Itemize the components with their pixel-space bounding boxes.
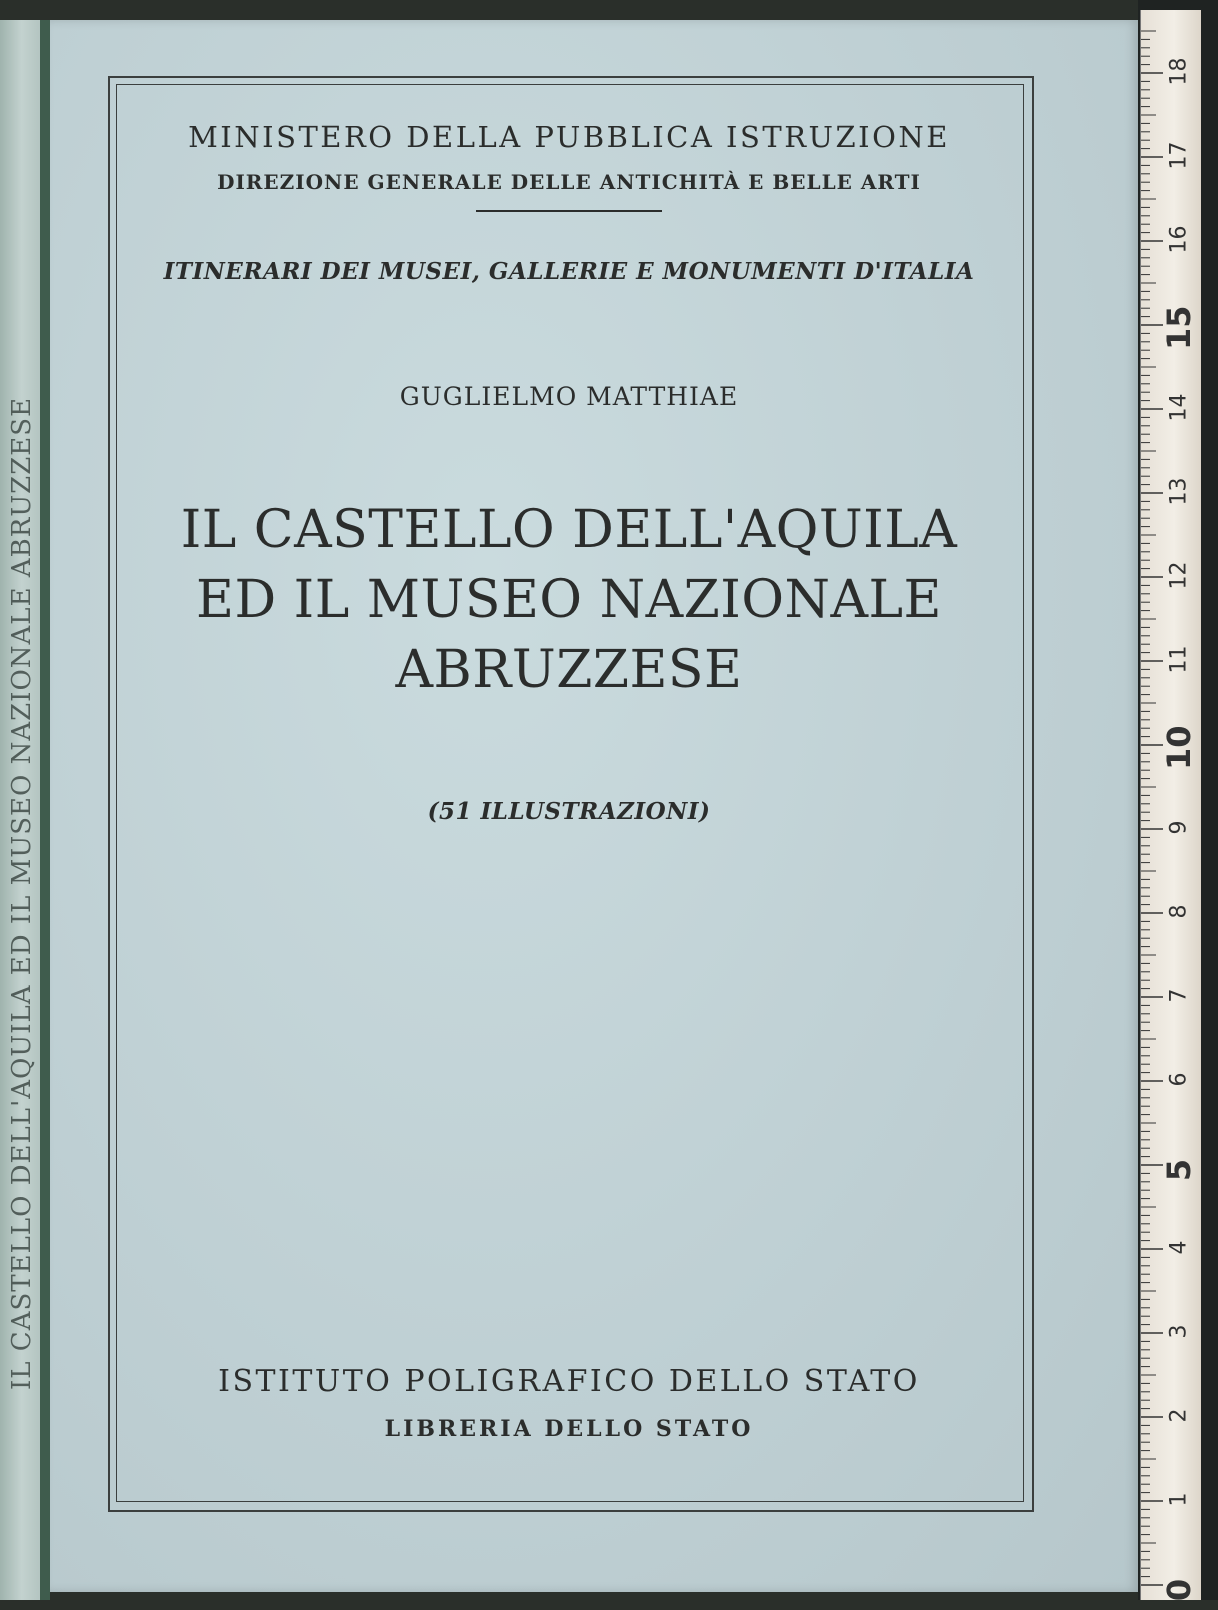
divider-rule (476, 210, 662, 212)
ruler-number: 4 (1166, 1240, 1192, 1255)
ruler-number: 15 (1160, 305, 1198, 350)
ruler-number: 6 (1166, 1072, 1192, 1087)
illustrations-note: (51 ILLUSTRAZIONI) (427, 798, 711, 825)
direzione-subheading: DIREZIONE GENERALE DELLE ANTICHITÀ E BELLE ARTI (217, 170, 921, 194)
measuring-ruler (1140, 10, 1201, 1600)
ruler-number: 2 (1166, 1408, 1192, 1423)
ruler-number: 17 (1166, 141, 1192, 170)
ruler-number: 16 (1166, 225, 1192, 254)
book-cover (50, 20, 1140, 1592)
author-name: GUGLIELMO MATTHIAE (399, 382, 739, 411)
ruler-number: 7 (1166, 988, 1192, 1003)
ruler-number: 12 (1166, 561, 1192, 590)
ruler-number: 1 (1166, 1492, 1192, 1507)
ruler-number: 10 (1160, 725, 1198, 770)
ruler-number: 3 (1166, 1324, 1192, 1339)
book-title-line-3: ABRUZZESE (395, 640, 743, 700)
book-title-line-2: ED IL MUSEO NAZIONALE (196, 570, 942, 630)
book-title-line-1: IL CASTELLO DELL'AQUILA (180, 500, 958, 560)
ruler-number: 0 (1160, 1578, 1198, 1602)
publisher-line-1: ISTITUTO POLIGRAFICO DELLO STATO (218, 1364, 920, 1399)
ruler-number: 14 (1166, 393, 1192, 422)
series-title: ITINERARI DEI MUSEI, GALLERIE E MONUMENTI D'ITALIA (163, 258, 975, 285)
publisher-line-2: LIBRERIA DELLO STATO (384, 1416, 754, 1442)
ruler-number: 5 (1160, 1158, 1198, 1182)
ruler-number: 8 (1166, 904, 1192, 919)
ruler-number: 18 (1166, 57, 1192, 86)
spine-edge-band (40, 20, 50, 1600)
cover-frame-inner (116, 84, 1024, 1502)
ministry-heading: MINISTERO DELLA PUBBLICA ISTRUZIONE (188, 120, 950, 154)
ruler-number: 11 (1166, 645, 1192, 674)
ruler-number: 13 (1166, 477, 1192, 506)
spine-title: IL CASTELLO DELL'AQUILA ED IL MUSEO NAZIONALE ABRUZZESE (7, 396, 37, 1390)
ruler-number: 9 (1166, 820, 1192, 835)
